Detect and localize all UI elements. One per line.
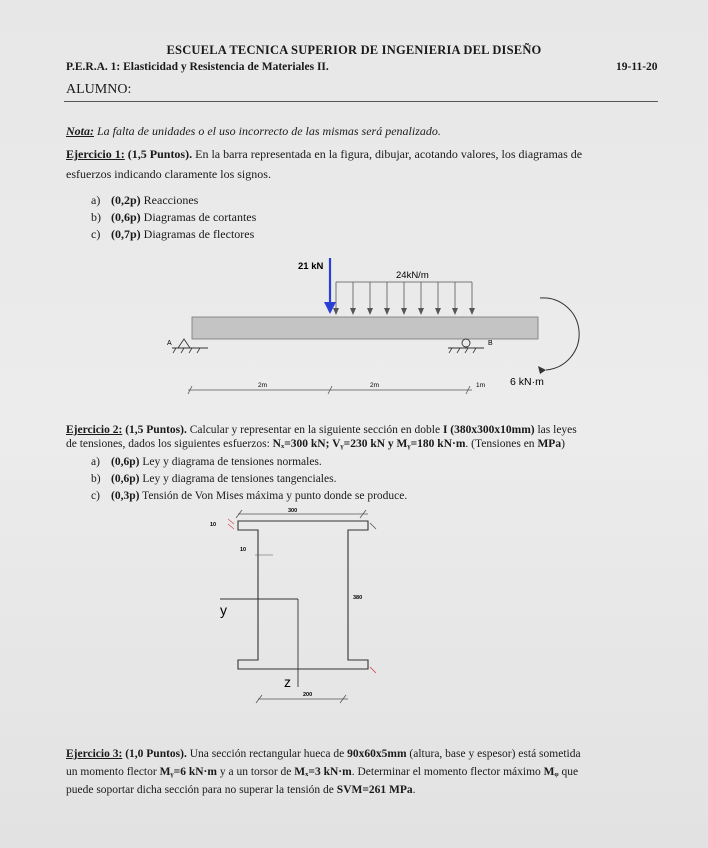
student-label: ALUMNO:	[66, 82, 132, 97]
moment-label: 6 kN·m	[510, 376, 544, 388]
ex2-item-c: c) (0,3p) Tensión de Von Mises máxima y punto donde se produce.	[91, 490, 408, 502]
note	[66, 124, 441, 139]
school-title: ESCUELA TECNICA SUPERIOR DE INGENIERIA DEL DISEÑO	[166, 43, 542, 57]
dim-1: 2m	[258, 382, 268, 389]
ex2-item-b: b) (0,6p) Ley y diagrama de tensiones tangenciales.	[91, 473, 337, 485]
header-divider	[64, 101, 658, 102]
ex1-statement	[66, 144, 658, 184]
beam	[192, 317, 538, 339]
dim-flange-label: 10	[210, 522, 217, 528]
support-b-label: B	[488, 340, 493, 347]
i-section-outline	[238, 521, 368, 669]
dim-2: 2m	[370, 382, 380, 389]
ex2-statement: Ejercicio 2: (1,5 Puntos). Calcular y representar en la siguiente sección en doble I (380x300x10mm) las leyes de tensiones, dados los siguientes esfuerzos: Nₓ=300 kN; Vᵧ=230 kN y Mᵧ=180 kN·m. (Tensiones en MPa)	[66, 424, 577, 450]
ex1-line1: En la barra representada en la figura, dibujar, acotando valores, los diagramas de	[192, 147, 583, 161]
support-b	[462, 339, 470, 347]
ex2-title: Ejercicio 2:	[66, 424, 123, 436]
moment-arc	[540, 298, 579, 370]
dim-top-label: 300	[288, 508, 298, 514]
support-a-label: A	[167, 340, 172, 347]
note-text: La falta de unidades o el uso incorrecto de las mismas será penalizado.	[94, 124, 441, 138]
ex1-line2: esfuerzos indicando claramente los signos.	[66, 167, 271, 181]
ex1-item-c: c) (0,7p) Diagramas de flectores	[91, 227, 255, 241]
dim-web-label: 10	[240, 547, 247, 553]
axis-y-label: y	[220, 602, 227, 618]
beam-figure	[160, 252, 590, 404]
axis-z-label: z	[284, 674, 291, 690]
i-section-figure	[200, 503, 400, 713]
note-label: Nota:	[66, 124, 94, 138]
ex2-item-a: a) (0,6p) Ley y diagrama de tensiones normales.	[91, 456, 322, 468]
ex1-points: (1,5 Puntos).	[127, 147, 193, 161]
ex3-title: Ejercicio 3:	[66, 748, 123, 760]
dist-load-label: 24kN/m	[396, 270, 429, 281]
dim-3: 1m	[476, 382, 486, 389]
ex1-item-a: a) (0,2p) Reacciones	[91, 193, 199, 207]
support-a	[178, 339, 190, 348]
exam-date: 19-11-20	[616, 61, 658, 73]
dim-bottom-label: 200	[303, 692, 313, 698]
ex1-item-b: b) (0,6p) Diagramas de cortantes	[91, 210, 257, 224]
ex1-title: Ejercicio 1:	[66, 147, 125, 161]
point-load-label: 21 kN	[298, 261, 324, 272]
ex3-statement: Ejercicio 3: (1,0 Puntos). Una sección rectangular hueca de 90x60x5mm (altura, base y espesor) está sometida un momento flector Mᵧ=6 kN·m y a un torsor de Mₓ=3 kN·m. Determinar el momento flector máximo Mᵩ que puede soportar dicha sección para no superar la tensión de SVM=261 MPa.	[66, 748, 581, 796]
course-title: P.E.R.A. 1: Elasticidad y Resistencia de Materiales II.	[66, 61, 329, 73]
dim-height-label: 380	[353, 595, 363, 601]
